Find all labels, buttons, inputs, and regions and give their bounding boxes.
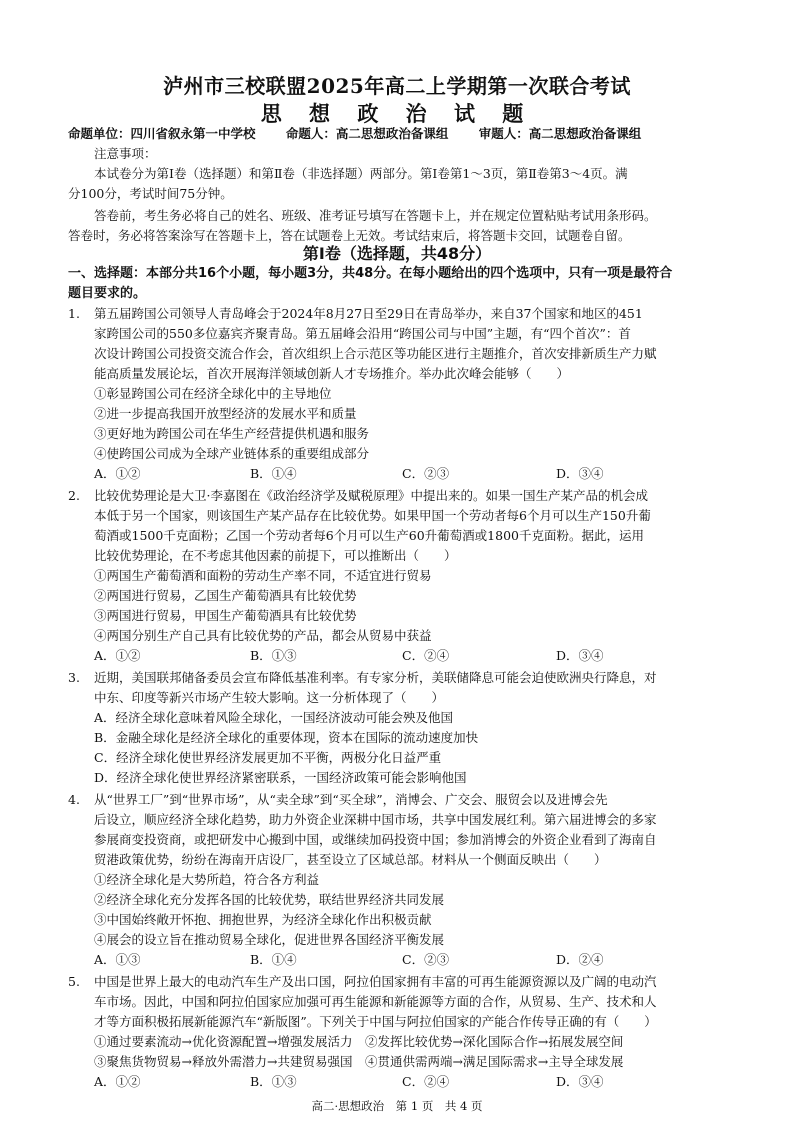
question-4 [68,790,728,970]
stem-line: 近期，美国联邦储备委员会宣布降低基准利率。有专家分析，美联储降息可能会迫使欧洲央行降息，对 [94,670,657,685]
choice-d[interactable]: D．②④ [556,952,604,967]
choice-a[interactable]: A．经济全球化意味着风险全球化，一国经济波动可能会殃及他国 [94,710,454,725]
part-instructions [68,264,728,304]
notice-line: 答卷时，务必将答案涂写在答题卡上，答在试题卷上无效。考试结束后，将答题卡交回，试题卷自留。 [68,228,631,243]
statement-option: ①两国生产葡萄酒和面粉的劳动生产率不同，不适宜进行贸易 [94,568,432,583]
statement-option: ③中国始终敞开怀抱、拥抱世界，为经济全球化作出积极贡献 [94,912,432,927]
stem-line: 从“世界工厂”到“世界市场”，从“卖全球”到“买全球”，消博会、广交会、服贸会以及进博会先 [94,792,608,807]
stem-line: 后设立，顺应经济全球化趋势，助力外资企业深耕中国市场，共享中国发展红利。第六届进博会的多家 [94,812,657,827]
stem-line: 第五届跨国公司领导人青岛峰会于2024年8月27日至29日在青岛举办，来自37个国家和地区的451 [94,306,643,321]
question-number: 5. [68,974,80,989]
statement-option: ③两国进行贸易，甲国生产葡萄酒具有比较优势 [94,608,357,623]
statement-option: ④使跨国公司成为全球产业链体系的重要组成部分 [94,446,370,461]
statement-option: ①通过要素流动→优化资源配置→增强发展活力 ②发挥比较优势→深化国际合作→拓展发展空间 [94,1034,624,1049]
stem-line: 次设计跨国公司投资交流合作会，首次组织上合示范区等功能区进行主题推介，首次安排新质生产力赋 [94,346,657,361]
choice-a[interactable]: A．①③ [94,952,141,967]
choice-c[interactable]: C．②③ [402,466,450,481]
choice-b[interactable]: B．①④ [250,466,297,481]
question-3 [68,668,728,788]
choice-a[interactable]: A．①② [94,1074,141,1089]
question-1 [68,304,728,484]
stem-line: 车市场。因此，中国和阿拉伯国家应加强可再生能源和新能源等方面的合作，从贸易、生产、技术和人 [94,994,657,1009]
choice-c[interactable]: C．②④ [402,1074,450,1089]
stem-line: 能高质量发展论坛，首次开展海洋领域创新人才专场推介。举办此次峰会能够（ ） [94,366,570,381]
choice-a[interactable]: A．①② [94,466,141,481]
choice-c[interactable]: C．②③ [402,952,450,967]
statement-option: ②经济全球化充分发挥各国的比较优势，联结世界经济共同发展 [94,892,445,907]
question-5 [68,972,728,1092]
reviewer: 审题人：高二思想政治备课组 [478,126,642,141]
instruction-line: 题目要求的。 [68,286,147,301]
question-number: 1. [68,306,80,321]
notice-line: 分100分，考试时间75分钟。 [68,186,233,201]
choice-d[interactable]: D．③④ [556,648,604,663]
exam-subtitle: 思 想 政 治 试 题 [260,101,534,126]
page-footer: 高二·思想政治 第 1 页 共 4 页 [311,1099,483,1113]
choice-a[interactable]: A．①② [94,648,141,663]
statement-option: ③更好地为跨国公司在华生产经营提供机遇和服务 [94,426,370,441]
notice-heading: 注意事项： [94,146,157,161]
proposer: 命题人：高二思想政治备课组 [285,126,449,141]
answer-choices [94,646,728,666]
statement-option: ②进一步提高我国开放型经济的发展水平和质量 [94,406,357,421]
notice-line: 本试卷分为第Ⅰ卷（选择题）和第Ⅱ卷（非选择题）两部分。第Ⅰ卷第1～3页，第Ⅱ卷第3～4页。满 [94,166,628,181]
choice-b[interactable]: B．①③ [250,648,297,663]
choice-d[interactable]: D．③④ [556,1074,604,1089]
stem-line: 中东、印度等新兴市场产生较大影响。这一分析体现了（ ） [94,690,445,705]
statement-option: ④两国分别生产自己具有比较优势的产品，都会从贸易中获益 [94,628,432,643]
question-number: 2. [68,488,80,503]
statement-option: ①彰显跨国公司在经济全球化中的主导地位 [94,386,332,401]
choice-d[interactable]: D．经济全球化使世界经济紧密联系，一国经济政策可能会影响他国 [94,770,467,785]
choice-b[interactable]: B．①④ [250,952,297,967]
question-number: 4. [68,792,80,807]
instruction-line: 一、选择题：本部分共16个小题，每小题3分，共48分。在每小题给出的四个选项中，只有一项是最符合 [68,266,673,281]
choice-d[interactable]: D．③④ [556,466,604,481]
choice-c[interactable]: C．经济全球化使世界经济发展更加不平衡，两极分化日益严重 [94,750,442,765]
answer-choices [94,950,728,970]
answer-choices [94,1072,728,1092]
stem-line: 参展商变投资商，或把研发中心搬到中国，或继续加码投资中国；参加消博会的外资企业看到了海南自 [94,832,657,847]
choice-b[interactable]: B．金融全球化是经济全球化的重要体现，资本在国际的流动速度加快 [94,730,479,745]
answer-choices [94,464,728,484]
statement-option: ③聚焦货物贸易→释放外需潜力→共建贸易强国 ④贯通供需两端→满足国际需求→主导全球发展 [94,1054,624,1069]
stem-line: 贸港政策优势，纷纷在海南开店设厂，甚至设立了区域总部。材料从一个侧面反映出（ ） [94,852,607,867]
stem-line: 家跨国公司的550多位嘉宾齐聚青岛。第五届峰会沿用“跨国公司与中国”主题，有“四个首次”：首 [94,326,631,341]
question-number: 3. [68,670,80,685]
stem-line: 比较优势理论是大卫·李嘉图在《政治经济学及赋税原理》中提出来的。如果一国生产某产品的机会成 [94,488,648,503]
choice-b[interactable]: B．①③ [250,1074,297,1089]
statement-option: ②两国进行贸易，乙国生产葡萄酒具有比较优势 [94,588,357,603]
choice-c[interactable]: C．②④ [402,648,450,663]
stem-line: 萄酒或1500千克面粉；乙国一个劳动者每6个月可以生产60升葡萄酒或1800千克面粉。据此，运用 [94,528,644,543]
section-title: 第Ⅰ卷（选择题，共48分） [302,244,492,263]
author-line [68,124,768,142]
statement-option: ④展会的设立旨在推动贸易全球化，促进世界各国经济平衡发展 [94,932,445,947]
notice-line: 答卷前，考生务必将自己的姓名、班级、准考证号填写在答题卡上，并在规定位置粘贴考试用条形码。 [94,208,657,223]
stem-line: 本低于另一个国家，则该国生产某产品存在比较优势。如果甲国一个劳动者每6个月可以生产150升葡 [94,508,651,523]
stem-line: 才等方面积极拓展新能源汽车“新版图”。下列关于中国与阿拉伯国家的产能合作传导正确的有（ ） [94,1014,657,1029]
statement-option: ①经济全球化是大势所趋，符合各方利益 [94,872,320,887]
proposing-unit: 命题单位：四川省叙永第一中学校 [68,126,256,141]
stem-line: 中国是世界上最大的电动汽车生产及出口国，阿拉伯国家拥有丰富的可再生能源资源以及广阔的电动汽 [94,974,657,989]
exam-title: 泸州市三校联盟2025年高二上学期第一次联合考试 [163,74,631,98]
question-2 [68,486,728,666]
stem-line: 比较优势理论，在不考虑其他因素的前提下，可以推断出（ ） [94,548,457,563]
